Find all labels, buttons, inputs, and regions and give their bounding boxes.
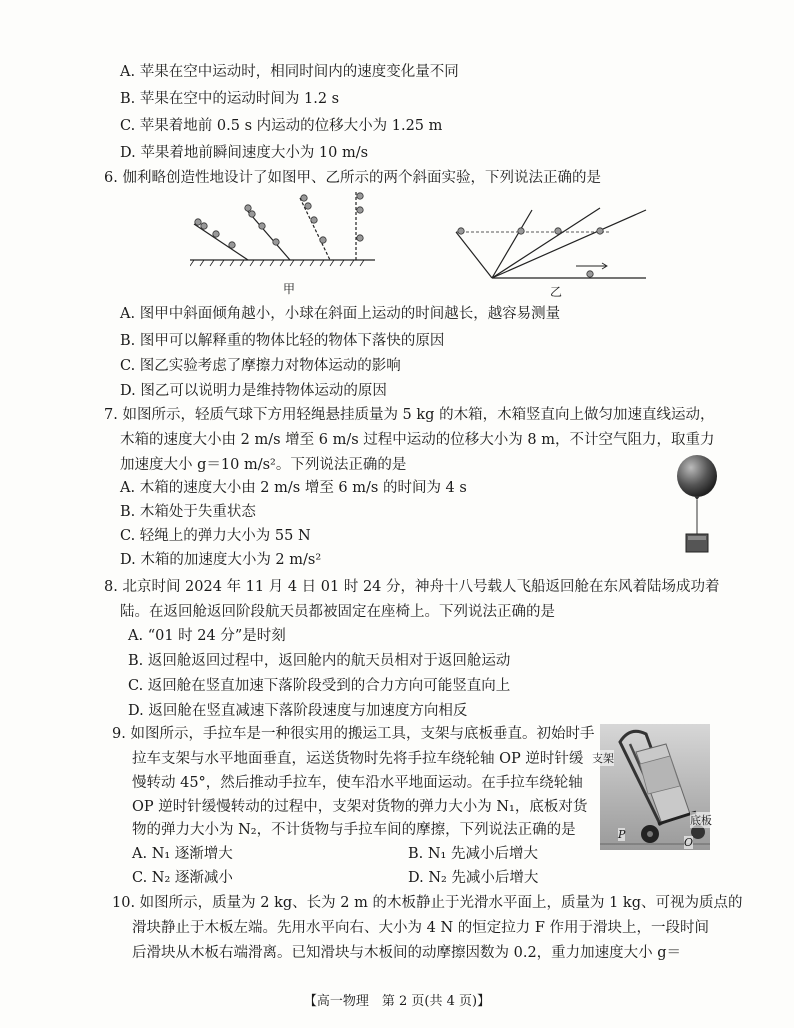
q10-stem-line-2: 滑块静止于木板左端。先用水平向右、大小为 4 N 的恒定拉力 F 作用于滑块上，一段时间 — [132, 920, 710, 936]
hand-truck-photo — [600, 724, 710, 850]
q9-stem-line-2: 拉车支架与水平地面垂直，运送货物时先将手拉车绕轮轴 OP 逆时针缓 — [132, 751, 584, 767]
q9-option-a: A. N₁ 逐渐增大 — [132, 846, 233, 862]
q10-stem-line-3: 后滑块从木板右端滑离。已知滑块与木板间的动摩擦因数为 0.2，重力加速度大小 g＝ — [132, 945, 682, 961]
balloon-box-figure — [672, 454, 722, 556]
q9-option-d: D. N₂ 先减小后增大 — [408, 870, 539, 886]
q9-option-b: B. N₁ 先减小后增大 — [408, 846, 538, 862]
q7-option-d: D. 木箱的加速度大小为 2 m/s² — [120, 552, 322, 568]
q5-option-c: C. 苹果着地前 0.5 s 内运动的位移大小为 1.25 m — [120, 118, 443, 134]
q9-stem-line-5: 物的弹力大小为 N₂，不计货物与手拉车间的摩擦，下列说法正确的是 — [132, 822, 576, 838]
q7-stem-line-3: 加速度大小 g＝10 m/s²。下列说法正确的是 — [120, 457, 407, 473]
q8-option-b: B. 返回舱返回过程中，返回舱内的航天员相对于返回舱运动 — [128, 653, 511, 669]
q5-option-d: D. 苹果着地前瞬间速度大小为 10 m/s — [120, 145, 369, 161]
q9-stem-line-1: 9. 如图所示，手拉车是一种很实用的搬运工具，支架与底板垂直。初始时手 — [112, 726, 595, 742]
q7-stem-line-1: 7. 如图所示，轻质气球下方用轻绳悬挂质量为 5 kg 的木箱，木箱竖直向上做匀加速直线运动， — [104, 407, 715, 423]
q7-stem-line-2: 木箱的速度大小由 2 m/s 增至 6 m/s 过程中运动的位移大小为 8 m，不计空气阻力，取重力 — [120, 432, 715, 448]
q8-stem-line-2: 陆。在返回舱返回阶段航天员都被固定在座椅上。下列说法正确的是 — [120, 604, 555, 620]
label-o: O — [684, 836, 694, 849]
figure-jia-inclines — [190, 190, 380, 270]
q6-stem: 6. 伽利略创造性地设计了如图甲、乙所示的两个斜面实验，下列说法正确的是 — [104, 170, 601, 186]
q6-option-a: A. 图甲中斜面倾角越小，小球在斜面上运动的时间越长，越容易测量 — [120, 306, 561, 322]
q5-option-b: B. 苹果在空中的运动时间为 1.2 s — [120, 91, 340, 107]
q10-stem-line-1: 10. 如图所示，质量为 2 kg、长为 2 m 的木板静止于光滑水平面上，质量为 1 kg、可视为质点的 — [112, 895, 743, 911]
label-zhijia: 支架 — [592, 752, 614, 765]
q6-option-c: C. 图乙实验考虑了摩擦力对物体运动的影响 — [120, 358, 401, 374]
q8-option-d: D. 返回舱在竖直减速下落阶段速度与加速度方向相反 — [128, 703, 468, 719]
q6-option-d: D. 图乙可以说明力是维持物体运动的原因 — [120, 383, 387, 399]
q8-option-c: C. 返回舱在竖直加速下落阶段受到的合力方向可能竖直向上 — [128, 678, 511, 694]
q7-option-b: B. 木箱处于失重状态 — [120, 504, 256, 520]
q5-option-a: A. 苹果在空中运动时，相同时间内的速度变化量不同 — [120, 64, 459, 80]
q9-stem-line-3: 慢转动 45°，然后推动手拉车，使车沿水平地面运动。在手拉车绕轮轴 — [132, 775, 583, 791]
q7-option-c: C. 轻绳上的弹力大小为 55 N — [120, 528, 311, 544]
label-p: P — [618, 828, 626, 841]
label-diban: 底板 — [690, 814, 712, 827]
q7-option-a: A. 木箱的速度大小由 2 m/s 增至 6 m/s 的时间为 4 s — [120, 480, 467, 496]
q8-stem-line-1: 8. 北京时间 2024 年 11 月 4 日 01 时 24 分，神舟十八号载人飞船返回舱在东风着陆场成功着 — [104, 579, 720, 595]
q6-option-b: B. 图甲可以解释重的物体比轻的物体下落快的原因 — [120, 333, 445, 349]
figure-yi-caption: 乙 — [550, 285, 563, 299]
q9-option-c: C. N₂ 逐渐减小 — [132, 870, 233, 886]
q9-stem-line-4: OP 逆时针缓慢转动的过程中，支架对货物的弹力大小为 N₁，底板对货 — [132, 799, 588, 815]
q8-option-a: A. “01 时 24 分”是时刻 — [128, 628, 286, 644]
figure-yi-inclines — [450, 184, 650, 279]
page-footer: 【高一物理 第 2 页(共 4 页)】 — [303, 994, 491, 1009]
figure-jia-caption: 甲 — [283, 282, 296, 296]
